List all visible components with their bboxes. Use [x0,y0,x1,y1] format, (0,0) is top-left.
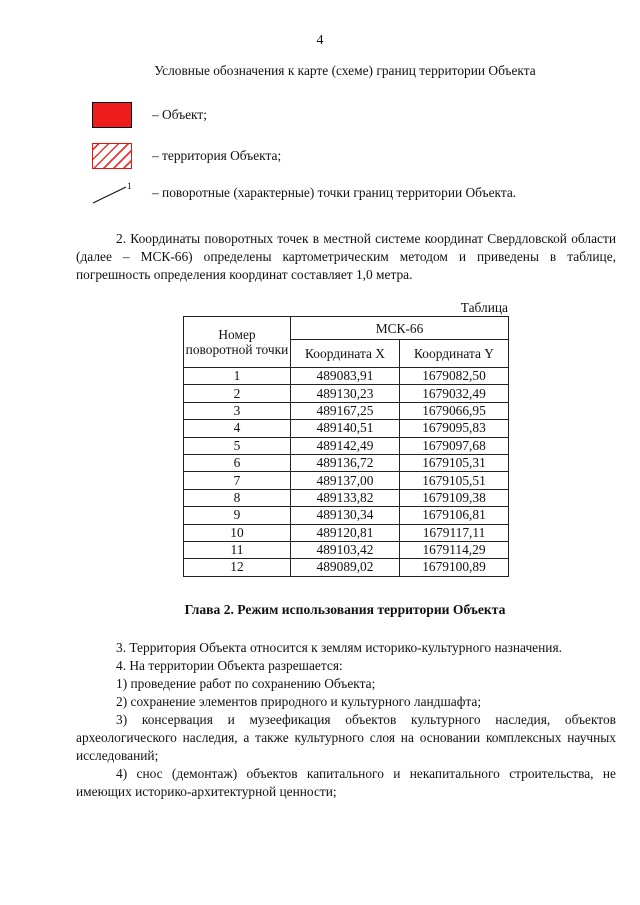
cell-point-number: 9 [184,507,291,524]
header-coordinate-system: МСК-66 [291,317,509,340]
cell-coordinate-x: 489130,34 [291,507,400,524]
legend-item-turning-point [92,180,516,206]
cell-coordinate-y: 1679105,31 [400,454,509,471]
cell-coordinate-x: 489136,72 [291,454,400,471]
table-caption: Таблица [460,300,508,315]
table-row [184,385,509,402]
cell-point-number: 1 [184,368,291,385]
list-item: 3. Территория Объекта относится к землям историко-культурного назначения. [116,640,562,655]
cell-coordinate-y: 1679105,51 [400,472,509,489]
table-row [184,420,509,437]
chapter-title: Глава 2. Режим использования территории Объекта [184,602,506,617]
table-row [184,402,509,419]
header-point-number: Номер поворотной точки [184,317,291,368]
cell-coordinate-x: 489089,02 [291,559,400,576]
page-number: 4 [316,33,324,48]
cell-coordinate-y: 1679097,68 [400,437,509,454]
list-item: 4) снос (демонтаж) объектов капитального и некапитального строительства, не имеющих историко-архитектурной ценности; [76,766,616,799]
cell-coordinate-y: 1679106,81 [400,507,509,524]
turning-point-icon [92,180,132,206]
table-row [184,524,509,541]
territory-hatch-icon [92,143,132,169]
cell-point-number: 12 [184,559,291,576]
table-row [184,559,509,576]
legend-item-object [92,102,207,128]
legend-title: Условные обозначения к карте (схеме) границ территории Объекта [154,63,536,78]
cell-coordinate-y: 1679082,50 [400,368,509,385]
table-row [184,472,509,489]
cell-point-number: 7 [184,472,291,489]
cell-point-number: 10 [184,524,291,541]
legend-label-object: – Объект; [152,107,207,122]
legend-item-territory [92,143,281,169]
cell-coordinate-y: 1679100,89 [400,559,509,576]
list-item: 2) сохранение элементов природного и культурного ландшафта; [116,694,482,709]
cell-point-number: 6 [184,454,291,471]
cell-coordinate-y: 1679117,11 [400,524,509,541]
list-item: 4. На территории Объекта разрешается: [116,658,343,673]
table-row [184,368,509,385]
paragraph-coordinates: 2. Координаты поворотных точек в местной системе координат Свердловской области (далее – МСК-66) определены картометрическим методом и приведены в таблице, погрешность определения координат составляет 1,0 метра. [76,231,616,282]
cell-point-number: 4 [184,420,291,437]
legend-label-turning-point: – поворотные (характерные) точки границ территории Объекта. [152,185,517,200]
cell-coordinate-y: 1679114,29 [400,541,509,558]
cell-coordinate-x: 489083,91 [291,368,400,385]
cell-point-number: 8 [184,489,291,506]
cell-coordinate-x: 489142,49 [291,437,400,454]
cell-coordinate-y: 1679032,49 [400,385,509,402]
table-row [184,541,509,558]
table-row [184,507,509,524]
cell-coordinate-x: 489167,25 [291,402,400,419]
cell-coordinate-y: 1679109,38 [400,489,509,506]
cell-coordinate-y: 1679066,95 [400,402,509,419]
object-fill-icon [92,102,132,128]
table-row [184,489,509,506]
table-row [184,454,509,471]
table-body [184,368,509,577]
table-row [184,437,509,454]
cell-point-number: 11 [184,541,291,558]
cell-coordinate-x: 489137,00 [291,472,400,489]
cell-coordinate-x: 489103,42 [291,541,400,558]
regulation-list [76,639,616,801]
cell-coordinate-x: 489140,51 [291,420,400,437]
coordinates-table [183,316,509,577]
cell-point-number: 2 [184,385,291,402]
cell-coordinate-x: 489133,82 [291,489,400,506]
legend-label-territory: – территория Объекта; [152,148,282,163]
turning-point-marker: 1 [127,181,132,191]
cell-coordinate-y: 1679095,83 [400,420,509,437]
cell-coordinate-x: 489130,23 [291,385,400,402]
list-item: 1) проведение работ по сохранению Объекта; [116,676,376,691]
header-coordinate-y: Координата Y [400,340,509,368]
cell-coordinate-x: 489120,81 [291,524,400,541]
list-item: 3) консервация и музеефикация объектов культурного наследия, объектов археологического наследия, а также культурного слоя на основании комплексных научных исследований; [76,712,616,763]
header-coordinate-x: Координата X [291,340,400,368]
cell-point-number: 5 [184,437,291,454]
cell-point-number: 3 [184,402,291,419]
